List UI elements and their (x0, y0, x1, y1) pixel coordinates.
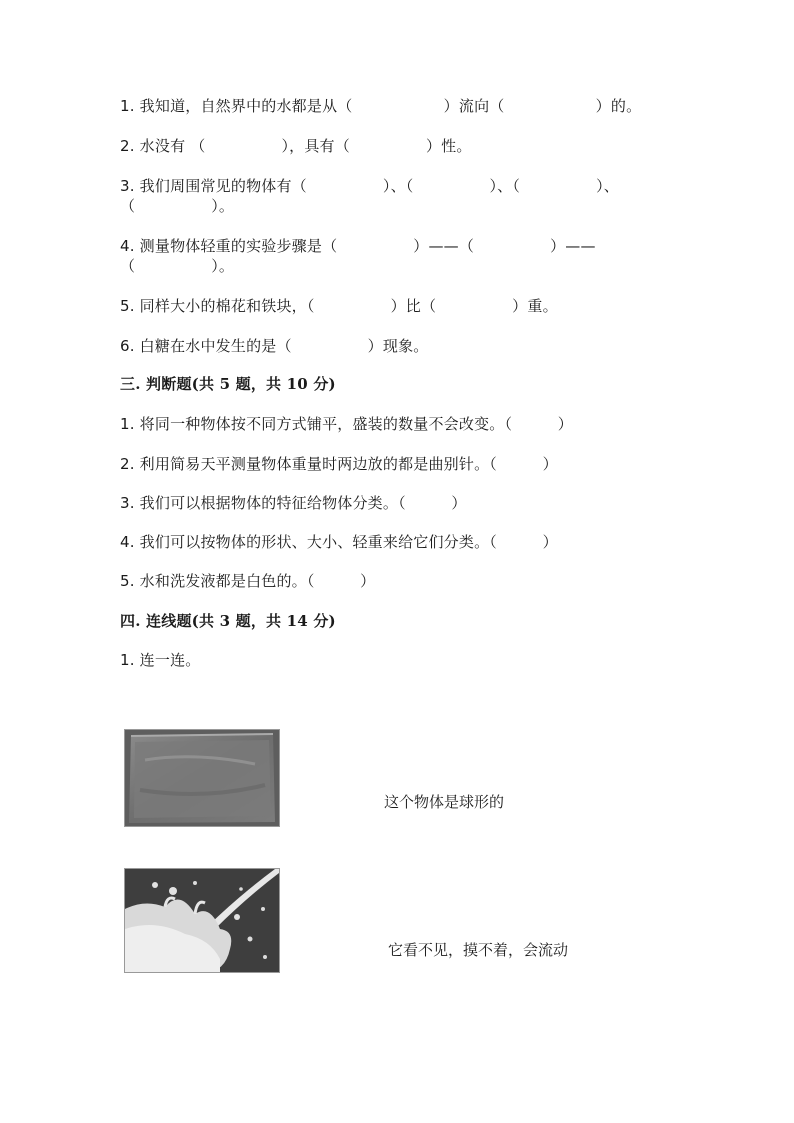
milk-splash-image (124, 868, 280, 973)
judge-line-1: 1. 将同一种物体按不同方式铺平，盛装的数量不会改变。（ ） (120, 415, 573, 433)
fill-in-line-5: 5. 同样大小的棉花和铁块，（ ）比（ ）重。 (120, 297, 558, 315)
judge-line-2: 2. 利用简易天平测量物体重量时两边放的都是曲别针。（ ） (120, 455, 558, 473)
fill-in-line-4b: （ ）。 (120, 257, 235, 275)
match-question-1: 1. 连一连。 (120, 651, 201, 669)
judge-line-4: 4. 我们可以按物体的形状、大小、轻重来给它们分类。（ ） (120, 533, 558, 551)
fill-in-line-6: 6. 白糖在水中发生的是（ ）现象。 (120, 337, 429, 355)
judge-line-5: 5. 水和洗发液都是白色的。（ ） (120, 572, 376, 590)
fill-in-line-4: 4. 测量物体轻重的实验步骤是（ ）——（ ）—— (120, 237, 596, 255)
fill-in-line-3: 3. 我们周围常见的物体有（ ）、（ ）、（ ）、 (120, 177, 619, 195)
fill-in-line-2: 2. 水没有 （ ），具有（ ）性。 (120, 137, 472, 155)
caption-invisible-flowing: 它看不见，摸不着，会流动 (388, 941, 569, 959)
section-3-title: 三. 判断题(共 5 题，共 10 分) (120, 375, 336, 393)
fill-in-line-3b: （ ）。 (120, 197, 235, 215)
packet-image (124, 729, 280, 827)
caption-ball-shape: 这个物体是球形的 (384, 793, 505, 811)
judge-line-3: 3. 我们可以根据物体的特征给物体分类。（ ） (120, 494, 467, 512)
fill-in-line-1: 1. 我知道，自然界中的水都是从（ ）流向（ ）的。 (120, 97, 642, 115)
section-4-title: 四. 连线题(共 3 题，共 14 分) (120, 612, 336, 630)
